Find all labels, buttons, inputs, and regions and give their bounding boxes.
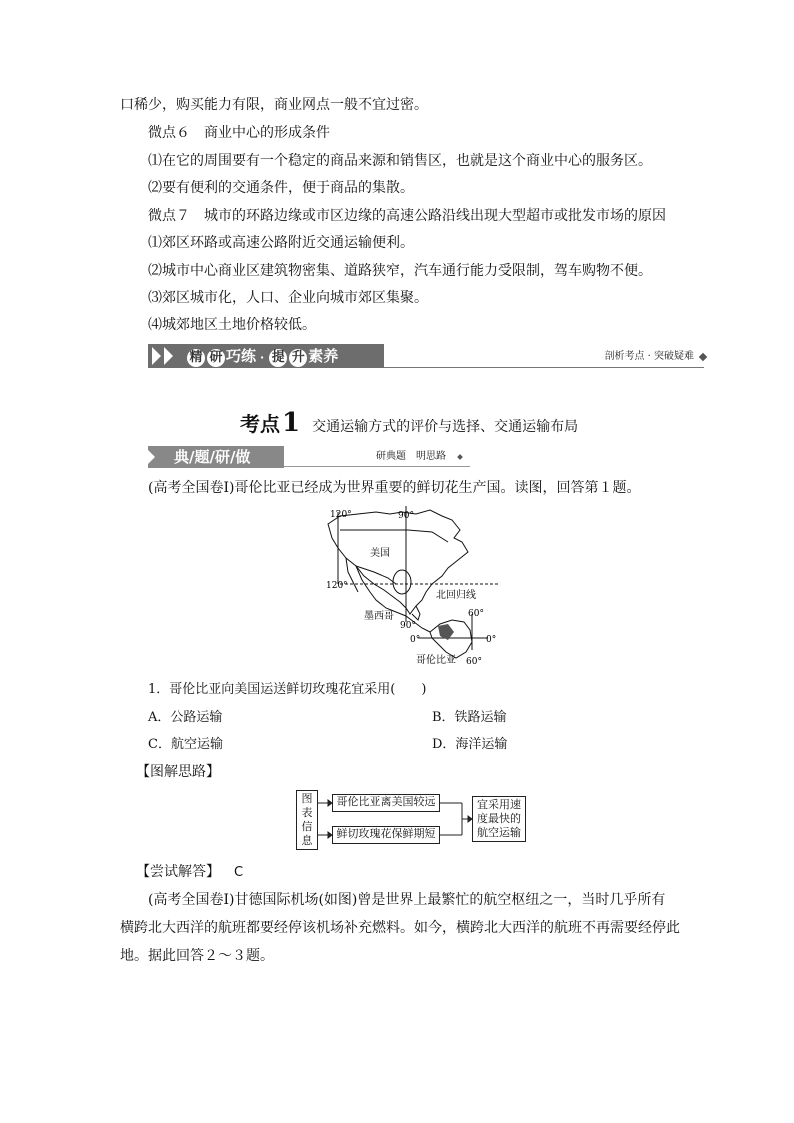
diamond-icon [457, 454, 463, 460]
sub-banner-label: 典/题/研/做 [174, 448, 251, 466]
banner-sep: · [260, 351, 265, 364]
sub-banner-subtitle: 研典题 明思路 [376, 451, 446, 462]
us-mexico-border [356, 566, 396, 584]
banner-char: 精 [187, 349, 205, 367]
answer-label: 【尝试解答】 [136, 864, 220, 880]
answer-block [136, 862, 243, 883]
text-line: 口稀少，购买能力有限，商业网点一般不宜过密。 [120, 97, 428, 113]
tujie-label: 【图解思路】 [136, 764, 220, 780]
option-b: B．铁路运输 [432, 710, 507, 725]
map-label: 0° [410, 635, 421, 645]
text-line: ⑵要有便利的交通条件，便于商品的集散。 [148, 180, 414, 196]
map-label: 北回归线 [436, 590, 476, 601]
map-label: 60° [468, 609, 484, 619]
chevron-right-icon [152, 347, 161, 365]
us-canada-border [340, 530, 448, 542]
sub-banner-rule [284, 466, 470, 467]
banner-char: 素养 [308, 347, 339, 365]
option-c: C．航空运输 [148, 737, 223, 752]
map-label: 0° [486, 635, 497, 645]
kaodian-number: 1 [282, 408, 301, 438]
option-a: A．公路运输 [148, 710, 223, 725]
text-line: 横跨北大西洋的航班都要经停该机场补充燃料。如今，横跨北大西洋的航班不再需要经停此 [120, 920, 680, 936]
text-line: ⑴在它的周围要有一个稳定的商品来源和销售区，也就是这个商业中心的服务区。 [148, 153, 652, 169]
diamond-icon [699, 353, 707, 361]
sub-banner [148, 446, 284, 468]
flow-connectors [316, 790, 476, 850]
answer-value: C [234, 865, 244, 880]
florida-outline [412, 606, 420, 620]
map-label: 120° [326, 581, 348, 591]
chevron-right-icon [164, 347, 173, 365]
map-label: 60° [466, 657, 482, 667]
text-line: ⑶郊区城市化，人口、企业向城市郊区集聚。 [148, 290, 428, 306]
mexico-outline [356, 566, 430, 632]
banner-title [186, 346, 338, 368]
map-label: 90° [398, 511, 414, 521]
banner-char: 升 [289, 349, 307, 367]
flow-mid-box: 哥伦比亚离美国较远 [332, 794, 440, 812]
text-line: 微点６ 商业中心的形成条件 [148, 125, 330, 141]
gulf-ellipse [393, 570, 411, 594]
flow-right-box: 宜采用速度最快的航空运输 [472, 796, 526, 842]
banner-char: 研 [207, 349, 225, 367]
flow-left-box: 图表信息 [296, 790, 318, 850]
map-label: 墨西哥 [364, 611, 394, 622]
chevron-right-icon [148, 450, 155, 464]
text-line: (高考全国卷Ⅰ)甘德国际机场(如图)曾是世界上最繁忙的航空枢纽之一，当时几乎所有 [148, 892, 666, 908]
kaodian-title: 交通运输方式的评价与选择、交通运输布局 [312, 419, 579, 435]
map-label: 哥伦比亚 [416, 655, 456, 666]
flow-mid-box: 鲜切玫瑰花保鲜期短 [332, 826, 440, 844]
banner-rule [384, 367, 704, 368]
map-label: 美国 [370, 548, 390, 559]
kaodian-label: 考点 [240, 412, 280, 436]
question-stem: 1．哥伦比亚向美国运送鲜切玫瑰花宜采用( ) [148, 682, 427, 697]
section-banner [148, 344, 708, 370]
map-label: 120° [330, 510, 352, 520]
banner-char: 巧练 [226, 347, 257, 365]
text-line: ⑷城郊地区土地价格较低。 [148, 317, 316, 333]
south-america-outline [430, 620, 472, 658]
banner-subtitle: 剖析考点 · 突破疑难 [604, 351, 694, 362]
map-label: 90° [400, 621, 416, 631]
question-intro: (高考全国卷Ⅰ)哥伦比亚已经成为世界重要的鲜切花生产国。读图，回答第１题。 [148, 480, 641, 496]
banner-char: 提 [269, 349, 287, 367]
text-line: 微点７ 城市的环路边缘或市区边缘的高速公路沿线出现大型超市或批发市场的原因 [148, 208, 666, 224]
text-line: 地。据此回答２～３题。 [120, 948, 274, 964]
text-line: ⑵城市中心商业区建筑物密集、道路狭窄，汽车通行能力受限制，驾车购物不便。 [148, 263, 652, 279]
kaodian-heading [240, 408, 578, 438]
option-d: D．海洋运输 [432, 737, 508, 752]
text-line: ⑴郊区环路或高速公路附近交通运输便利。 [148, 235, 414, 251]
americas-map [318, 502, 508, 670]
